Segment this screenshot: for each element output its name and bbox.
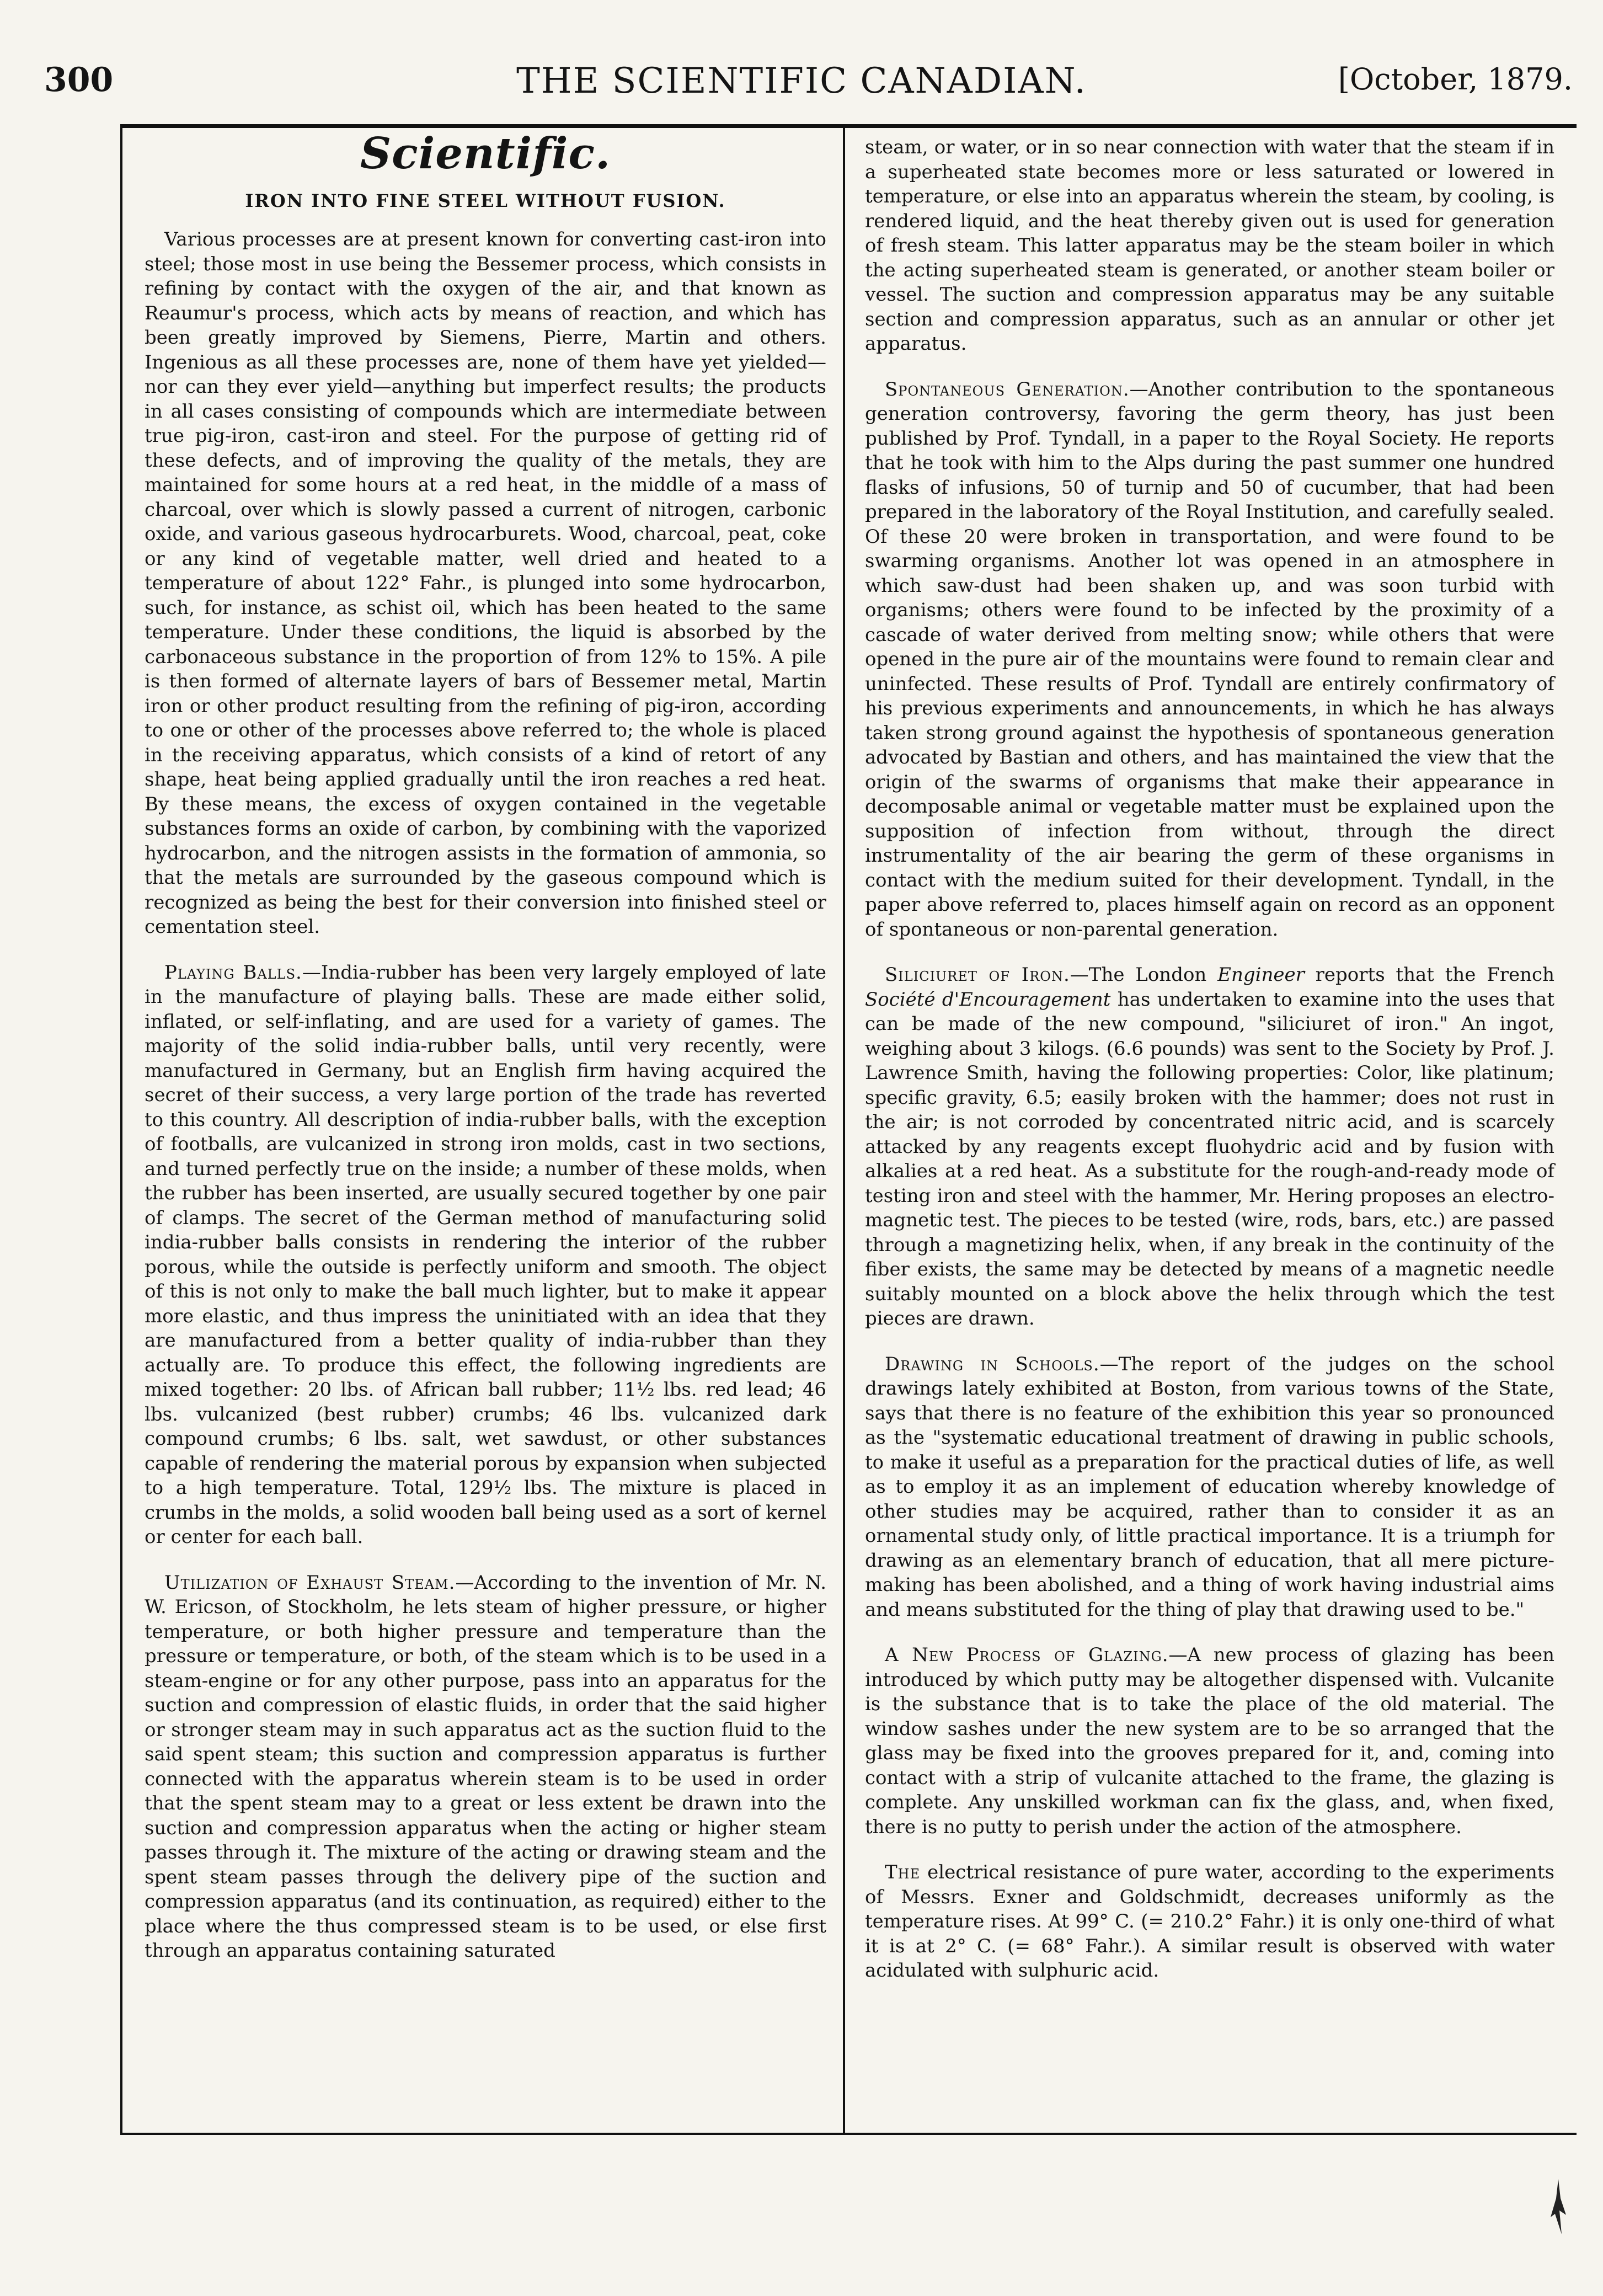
article-body: has undertaken to examine into the uses that can be made of the new compound, "siliciuret of iron." An ingot, weighing about 3 kilogs. (6.6 pounds) was sent to the Society by Prof. J. Lawrence Smith, having the following properties: Color, like platinum; specific gravity, 6.5; easily broken with the hammer; does not rust in the air; is not corroded by concentrated nitric acid, and is scarcely attacked by any reagents except fluohydric acid and by fusion with alkalies at a red heat. As a substitute for the rough-and-ready mode of testing iron and steel with the hammer, Mr. Hering proposes an electro-magnetic test. The pieces to be tested (wire, rods, bars, etc.) are passed through a magnetizing helix, when, if any break in the continuity of the fiber exists, the same may be detected by means of a magnetic needle suitably mounted on a block above the helix through which the test pieces are drawn. [865, 988, 1554, 1329]
article-body: —India-rubber has been very largely employed of late in the manufacture of playing balls. These are made either solid, inflated, or self-inflating, and are used for a variety of games. The majority of the solid india-rubber balls, until very recently, were manufactured in Germany, but an English firm having acquired the secret of their success, a very large portion of the trade has reverted to this country. All description of india-rubber balls, with the exception of footballs, are vulcanized in strong iron molds, cast in two sections, and turned perfectly true on the inside; a number of these molds, when the rubber has been inserted, are usually secured together by one pair of clamps. The secret of the German method of manufacturing solid india-rubber balls consists in rendering the interior of the rubber porous, while the outside is perfectly uniform and smooth. The object of this is not only to make the ball much lighter, but to make it appear more elastic, and thus impress the uninitiated with an idea that they are manufactured from a better quality of india-rubber than they actually are. To produce this effect, the following ingredients are mixed together: 20 lbs. of African ball rubber; 11½ lbs. red lead; 46 lbs. vulcanized (best rubber) crumbs; 46 lbs. vulcanized dark compound crumbs; 6 lbs. salt, wet sawdust, or other substances capable of rendering the material porous by expansion when subjected to a high temperature. Total, 129½ lbs. The mixture is placed in crumbs in the molds, a solid wooden ball being used as a sort of kernel or center for each ball. [145, 961, 827, 1548]
article-iron-steel: Various processes are at present known for converting cast-iron into steel; those most in use being the Bessemer process, which consists in refining by contact with the oxygen of the air, and that known as Reaumur's process, which acts by means of reaction, and which has been greatly improved by Siemens, Pierre, Martin and others. Ingenious as all these processes are, none of them have yet yielded—nor can they ever yield—anything but imperfect results; the products in all cases consisting of compounds which are intermediate between true pig-iron, cast-iron and steel. For the purpose of getting rid of these defects, and of improving the quality of the metals, they are maintained for some hours at a red heat, in the middle of a mass of charcoal, over which is slowly passed a current of nitrogen, carbonic oxide, and various gaseous hydrocarburets. Wood, charcoal, peat, coke or any kind of vegetable matter, well dried and heated to a temperature of about 122° Fahr., is plunged into some hydrocarbon, such, for instance, as schist oil, which has been heated to the same temperature. Under these conditions, the liquid is absorbed by the carbonaceous substance in the proportion of from 12% to 15%. A pile is then formed of alternate layers of bars of Bessemer metal, Martin iron or other product resulting from the refining of pig-iron, according to one or other of the processes above referred to; the whole is placed in the receiving apparatus, which consists of a kind of retort of any shape, heat being applied gradually until the iron reaches a red heat. By these means, the excess of oxygen contained in the vegetable substances forms an oxide of carbon, by combining with the vaporized hydrocarbon, and the nitrogen assists in the formation of ammonia, so that the metals are surrounded by the gaseous compound which is recognized as being the best for their conversion into finished steel or cementation steel. [145, 228, 826, 938]
article-exhaust-steam-continued: steam, or water, or in so near connection with water that the steam if in a superheated state becomes more or less saturated or lowered in temperature, or else into an apparatus wherein the steam, by cooling, is rendered liquid, and the heat thereby given out is used for generation of fresh steam. This latter apparatus may be the steam boiler in which the acting superheated steam is generated, or another steam boiler or vessel. The suction and compression apparatus may be any suitable section and compression apparatus, such as an annular or other jet apparatus. [865, 136, 1555, 355]
article-emphasis: Engineer [1217, 964, 1305, 986]
right-column [865, 135, 1554, 2004]
article-body: —A new process of glazing has been introduced by which putty may be altogether dispensed with. Vulcanite is the substance that is to take the place of the old material. The window sashes under the new system are to be so arranged that the glass may be fixed into the grooves prepared for it, and, coming into contact with a strip of vulcanite attached to the frame, the glazing is complete. Any unskilled workman can fix the glass, and, when fixed, there is no putty to perish under the action of the atmosphere. [865, 1644, 1554, 1838]
journal-title: THE SCIENTIFIC CANADIAN. [516, 61, 1087, 102]
article-body: —The London [1070, 964, 1218, 986]
section-title: Scientific. [360, 129, 611, 179]
article-exhaust-steam [145, 1571, 826, 1963]
ink-mark-icon [1547, 2176, 1569, 2237]
article-spontaneous-generation [865, 377, 1554, 942]
article-body: reports that the French [1304, 964, 1554, 986]
article-heading: Spontaneous Generation. [885, 378, 1130, 401]
left-column [145, 129, 827, 1984]
article-electrical-resistance [865, 1860, 1554, 1983]
article-heading: The [885, 1861, 921, 1883]
article-body: electrical resistance of pure water, according to the experiments of Messrs. Exner and Goldschmidt, decreases uniformly as the temperature rises. At 99° C. (= 210.2° Fahr.) it is only one-third of what it is at 2° C. (= 68° Fahr.). A similar result is observed with water acidulated with sulphuric acid. [865, 1861, 1554, 1982]
article-heading: Playing Balls. [164, 961, 302, 984]
article-emphasis: Société d'Encouragement [865, 988, 1111, 1011]
article-heading: Utilization of Exhaust Steam. [164, 1571, 456, 1594]
article-siliciuret [865, 963, 1554, 1331]
article-body: —Another contribution to the spontaneous generation controversy, favoring the germ theory, has just been published by Prof. Tyndall, in a paper to the Royal Society. He reports that he took with him to the Alps during the past summer one hundred flasks of infusions, 50 of turnip and 50 of cucumber, that had been prepared in the laboratory of the Royal Institution, and carefully sealed. Of these 20 were broken in transportation, and were found to be swarming organisms. Another lot was opened in an atmosphere in which saw-dust had been shaken up, and was soon turbid with organisms; others were found to be infected by the proximity of a cascade of water derived from melting snow; while others that were opened in the pure air of the mountains were found to remain clear and uninfected. These results of Prof. Tyndall are entirely confirmatory of his previous experiments and announcements, in which he has always taken strong ground against the hypothesis of spontaneous generation advocated by Bastian and others, and has maintained the view that the origin of the swarms of organisms that make their appearance in decomposable animal or vegetable matter must be explained upon the supposition of infection from without, through the direct instrumentality of the air bearing the germ of these organisms in contact with the medium suited for their development. Tyndall, in the paper above referred to, places himself again on record as an opponent of spontaneous or non-parental generation. [865, 378, 1555, 941]
article-body: —The report of the judges on the school drawings lately exhibited at Boston, from various towns of the State, says that there is no feature of the exhibition this year so pronounced as the "systematic educational treatment of drawing in public schools, to make it useful as a preparation for the practical duties of life, as well as to employ it as an implement of education whereby knowledge of other studies may be acquired, rather than to consider it as an ornamental study only, of little practical importance. It is a triumph for drawing as an elementary branch of education, that all mere picture-making has been abolished, and a thing of work having industrial aims and means substituted for the thing of play that drawing used to be." [865, 1353, 1554, 1621]
article-glazing [865, 1643, 1554, 1839]
column-divider [843, 128, 845, 2135]
issue-date: [October, 1879. [1338, 62, 1573, 97]
article-heading: A New Process of Glazing. [885, 1644, 1169, 1666]
article-drawing-schools [865, 1352, 1554, 1622]
article-heading: Siliciuret of Iron. [885, 964, 1070, 986]
article-heading: Drawing in Schools. [885, 1353, 1100, 1375]
article-title: IRON INTO FINE STEEL WITHOUT FUSION. [245, 190, 726, 211]
article-playing-balls [145, 960, 826, 1550]
article-body: —According to the invention of Mr. N. W. Ericson, of Stockholm, he lets steam of higher pressure, or higher temperature, or both higher pressure and temperature than the pressure or temperature, or both, of the steam which is to be used in a steam-engine or for any other purpose, pass into an apparatus for the suction and compression of elastic fluids, in order that the said higher or stronger steam may in such apparatus act as the suction fluid to the said spent steam; this suction and compression apparatus is further connected with the apparatus wherein steam is to be used in order that the spent steam may to a great or less extent be drawn into the suction and compression apparatus when the acting or higher steam passes through it. The mixture of the acting or drawing steam and the spent steam passes through the delivery pipe of the suction and compression apparatus (and its continuation, as required) either to the place where the thus compressed steam is to be used, or else first through an apparatus containing saturated [145, 1571, 826, 1962]
page-number: 300 [44, 61, 114, 99]
page-header [0, 61, 1603, 121]
